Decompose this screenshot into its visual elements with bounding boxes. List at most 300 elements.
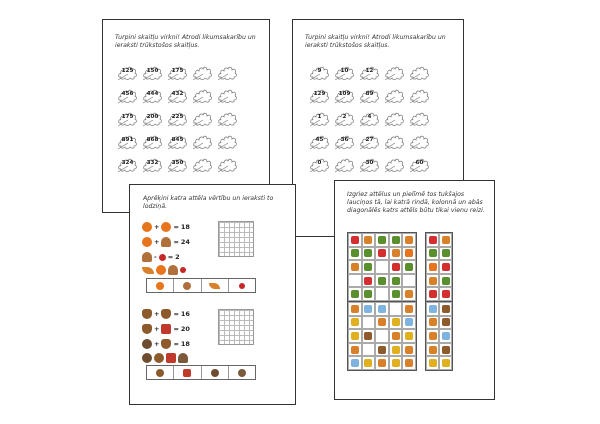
leaf-icon <box>405 305 413 313</box>
equation-row <box>142 222 190 232</box>
grid-cell <box>375 316 389 330</box>
oak-leaf-outline-icon <box>409 134 430 150</box>
leaf-icon <box>405 236 413 244</box>
grid-cell <box>389 343 403 357</box>
sequence-number-leaf <box>359 111 380 127</box>
equation-row <box>142 252 180 262</box>
apple-icon <box>429 290 437 298</box>
pepper-icon <box>429 249 437 257</box>
pepper-icon <box>351 290 359 298</box>
grid-cell <box>348 287 362 301</box>
grid-cell <box>402 343 416 357</box>
sequence-number: 89 <box>365 91 374 97</box>
pinecone-icon <box>142 353 152 363</box>
grid-cell <box>426 287 439 301</box>
boot-icon <box>351 332 359 340</box>
grid-cell <box>362 287 376 301</box>
sequence-number: 0 <box>317 160 322 166</box>
grid-cell <box>375 302 389 316</box>
grid-cell <box>362 329 376 343</box>
empty-answer-leaf[interactable] <box>409 65 430 81</box>
sequence-number: 868 <box>146 137 159 143</box>
empty-grid-cell[interactable] <box>362 343 376 357</box>
leaf-icon <box>351 346 359 354</box>
oak-leaf-outline-icon <box>192 111 213 127</box>
leaf-icon <box>209 283 220 289</box>
empty-answer-leaf[interactable] <box>384 157 405 173</box>
sequence-number-leaf <box>167 134 188 150</box>
worksheet-instruction: Turpini skaitļu virkni! Atrodi likumsakarību un ieraksti trūkstošos skaitļus. <box>305 34 446 49</box>
empty-answer-leaf[interactable] <box>384 88 405 104</box>
empty-answer-leaf[interactable] <box>192 134 213 150</box>
sequence-number-leaf <box>117 65 138 81</box>
boot-icon <box>392 346 400 354</box>
sequence-row <box>117 157 238 173</box>
sequence-number: 27 <box>365 137 374 143</box>
equals-sign: = <box>173 310 179 318</box>
sequence-row <box>117 88 238 104</box>
equation-result: 18 <box>180 223 190 231</box>
sequence-number: 456 <box>121 91 134 97</box>
empty-grid-cell[interactable] <box>375 260 389 274</box>
empty-answer-leaf[interactable] <box>217 134 238 150</box>
oak-leaf-outline-icon <box>217 157 238 173</box>
empty-answer-leaf[interactable] <box>192 88 213 104</box>
apple-icon <box>392 263 400 271</box>
leaf-icon <box>142 267 154 274</box>
apple-icon <box>442 290 450 298</box>
sequence-number: 2 <box>342 114 347 120</box>
sequence-number: 332 <box>146 160 159 166</box>
apple-icon <box>378 249 386 257</box>
apple-icon <box>429 236 437 244</box>
grid-cell <box>402 356 416 370</box>
equation-result: 18 <box>180 340 190 348</box>
sequence-number-leaf <box>309 65 330 81</box>
pepper-icon <box>364 290 372 298</box>
equals-sign: = <box>173 223 179 231</box>
grid-cell <box>362 356 376 370</box>
empty-grid-cell[interactable] <box>375 329 389 343</box>
sequence-number-leaf <box>309 88 330 104</box>
empty-answer-leaf[interactable] <box>217 157 238 173</box>
picture-grid <box>347 301 417 371</box>
sequence-number: 225 <box>171 114 184 120</box>
empty-grid-cell[interactable] <box>375 287 389 301</box>
empty-grid-cell[interactable] <box>362 316 376 330</box>
sequence-number-leaf <box>117 134 138 150</box>
leaf-icon <box>351 263 359 271</box>
empty-answer-leaf[interactable] <box>384 134 405 150</box>
sequence-number: 175 <box>171 68 184 74</box>
pepper-icon <box>364 249 372 257</box>
sequence-row <box>309 65 430 81</box>
empty-grid-cell[interactable] <box>389 302 403 316</box>
grid-cell <box>375 343 389 357</box>
grid-cell <box>402 316 416 330</box>
mushroom-icon <box>161 237 171 247</box>
picture-grid <box>347 232 417 302</box>
grid-cell <box>439 316 452 330</box>
acorn-icon <box>142 309 152 319</box>
sequence-number-leaf <box>117 88 138 104</box>
oak-leaf-outline-icon <box>192 134 213 150</box>
grid-cell <box>402 287 416 301</box>
worksheet-instruction: Izgriez attēlus un pielīmē tos tukšajos lauciņos tā, lai katrā rindā, kolonnā un abās diagonālēs katrs attēls būtu tikai vienu reizi. <box>347 191 485 214</box>
grid-cell <box>439 302 452 316</box>
operator: - <box>154 253 157 261</box>
boot-icon <box>429 359 437 367</box>
acorn-icon <box>142 324 152 334</box>
worksheet-instruction: Aprēķini katra attēla vērtību un ieraksti to lodziņā. <box>143 195 274 210</box>
sequence-number: 444 <box>146 91 159 97</box>
sequence-number-leaf <box>334 134 355 150</box>
sequence-number: 125 <box>121 68 134 74</box>
leaf-icon <box>351 305 359 313</box>
acorn-icon <box>442 305 450 313</box>
sequence-number-leaf <box>309 134 330 150</box>
sequence-number: 109 <box>338 91 351 97</box>
answer-strip <box>146 365 256 380</box>
pepper-icon <box>442 277 450 285</box>
sequence-number-leaf <box>359 88 380 104</box>
sequence-number-leaf <box>142 157 163 173</box>
sequence-row <box>309 134 430 150</box>
pumpkin-icon <box>156 265 166 275</box>
hedgehog-icon <box>178 353 188 363</box>
operator: + <box>154 325 160 333</box>
sequence-number-leaf <box>167 111 188 127</box>
grid-cell <box>402 233 416 247</box>
equation-result: 2 <box>175 253 180 261</box>
mushroom-icon <box>142 252 152 262</box>
sequence-number-leaf <box>334 88 355 104</box>
grid-cell <box>348 329 362 343</box>
sequence-number: 1 <box>317 114 322 120</box>
grid-cell <box>362 233 376 247</box>
grid-cell <box>439 233 452 247</box>
equation-row <box>142 237 190 247</box>
leaf-icon <box>429 346 437 354</box>
sequence-number: 30 <box>365 160 374 166</box>
grid-cell <box>426 260 439 274</box>
answer-strip <box>146 278 256 293</box>
grid-cell <box>402 260 416 274</box>
leaf-icon <box>405 346 413 354</box>
equation-row <box>142 265 186 275</box>
equals-sign: = <box>167 253 174 261</box>
leaf-icon <box>429 332 437 340</box>
leaf-icon <box>429 318 437 326</box>
pumpkin-icon <box>142 237 152 247</box>
umbrella-icon <box>405 318 413 326</box>
operator: + <box>154 340 160 348</box>
sequence-number: 432 <box>171 91 184 97</box>
boot-icon <box>442 359 450 367</box>
grid-cell <box>402 302 416 316</box>
grid-cell <box>348 302 362 316</box>
leaf-icon <box>392 332 400 340</box>
grid-cell <box>362 260 376 274</box>
sequence-row <box>117 111 238 127</box>
equation-row <box>142 339 190 349</box>
sequence-number-leaf <box>142 111 163 127</box>
sequence-number-leaf <box>334 111 355 127</box>
equation-result: 16 <box>180 310 190 318</box>
sequence-number-leaf <box>142 88 163 104</box>
grid-cell <box>439 329 452 343</box>
sequence-number-leaf <box>309 157 330 173</box>
oak-leaf-outline-icon <box>217 65 238 81</box>
equation-result: 20 <box>180 325 190 333</box>
sequence-number: 10 <box>340 68 349 74</box>
grid-cell <box>439 356 452 370</box>
oak-leaf-outline-icon <box>334 157 355 173</box>
empty-answer-leaf[interactable] <box>409 111 430 127</box>
pepper-icon <box>364 263 372 271</box>
umbrella-icon <box>378 305 386 313</box>
worksheet-picture-equations <box>129 184 296 405</box>
sequence-number: 12 <box>365 68 374 74</box>
oak-leaf-outline-icon <box>409 65 430 81</box>
maple-leaf-icon <box>166 353 176 363</box>
oak-leaf-outline-icon <box>384 65 405 81</box>
boot-icon <box>392 318 400 326</box>
sequence-number: 891 <box>121 137 134 143</box>
sequence-number-leaf <box>117 157 138 173</box>
grid-cell <box>426 343 439 357</box>
grid-cell <box>389 316 403 330</box>
oak-leaf-outline-icon <box>384 88 405 104</box>
grid-cell <box>375 356 389 370</box>
grid-cell <box>389 329 403 343</box>
grid-cell <box>426 316 439 330</box>
leaf-icon <box>405 359 413 367</box>
mushroom-icon <box>168 265 178 275</box>
maple-leaf-icon <box>183 369 191 377</box>
mushroom-icon <box>183 282 191 290</box>
pumpkin-icon <box>161 222 171 232</box>
sequence-number: 175 <box>121 114 134 120</box>
oak-leaf-outline-icon <box>192 65 213 81</box>
sequence-number-leaf <box>359 65 380 81</box>
grid-cell <box>402 329 416 343</box>
grid-cell <box>348 260 362 274</box>
pepper-icon <box>392 236 400 244</box>
berry-icon <box>180 267 186 273</box>
boot-icon <box>392 359 400 367</box>
empty-answer-leaf[interactable] <box>192 111 213 127</box>
oak-leaf-outline-icon <box>384 134 405 150</box>
pepper-icon <box>442 249 450 257</box>
oak-leaf-outline-icon <box>384 157 405 173</box>
hedgehog-icon <box>238 369 246 377</box>
grid-cell <box>426 329 439 343</box>
grid-cell <box>389 233 403 247</box>
boot-icon <box>364 359 372 367</box>
acorn-icon <box>364 332 372 340</box>
sequence-number-leaf <box>142 65 163 81</box>
sequence-number-leaf <box>167 88 188 104</box>
grid-cell <box>348 343 362 357</box>
oak-leaf-outline-icon <box>217 88 238 104</box>
sequence-row <box>117 134 238 150</box>
grid-cell <box>426 274 439 288</box>
leaf-icon <box>364 236 372 244</box>
apple-icon <box>364 277 372 285</box>
sequence-number: 4 <box>367 114 372 120</box>
empty-grid-cell[interactable] <box>348 274 362 288</box>
leaf-icon <box>378 318 386 326</box>
acorn-icon <box>442 318 450 326</box>
grid-cell <box>348 316 362 330</box>
acorn-icon <box>154 353 164 363</box>
pinecone-icon <box>211 369 219 377</box>
grid-cell <box>362 302 376 316</box>
acorn-icon <box>156 369 164 377</box>
pumpkin-icon <box>142 222 152 232</box>
acorn-icon <box>442 346 450 354</box>
grid-cell <box>389 260 403 274</box>
grid-cell <box>439 260 452 274</box>
pepper-icon <box>378 277 386 285</box>
sequence-number: 9 <box>317 68 322 74</box>
oak-leaf-outline-icon <box>217 111 238 127</box>
boot-icon <box>351 318 359 326</box>
leaf-icon <box>429 277 437 285</box>
equation-row <box>142 309 190 319</box>
answer-grid <box>218 221 254 257</box>
equals-sign: = <box>173 325 179 333</box>
grid-cell <box>362 274 376 288</box>
leaf-icon <box>392 249 400 257</box>
grid-cell <box>439 274 452 288</box>
sequence-row <box>309 88 430 104</box>
sequence-row <box>117 65 238 81</box>
sequence-row <box>309 157 430 173</box>
acorn-icon <box>378 346 386 354</box>
grid-cell <box>375 233 389 247</box>
worksheet-picture-sudoku <box>334 180 495 400</box>
acorn-icon <box>161 309 171 319</box>
empty-answer-leaf[interactable] <box>192 157 213 173</box>
sequence-number-leaf <box>409 157 430 173</box>
grid-cell <box>375 274 389 288</box>
berry-icon <box>239 283 245 289</box>
sequence-number-leaf <box>359 157 380 173</box>
empty-answer-leaf[interactable] <box>384 111 405 127</box>
operator: + <box>154 238 160 246</box>
oak-leaf-outline-icon <box>192 157 213 173</box>
empty-answer-leaf[interactable] <box>409 88 430 104</box>
operator: + <box>154 310 160 318</box>
leaf-icon <box>442 236 450 244</box>
oak-leaf-outline-icon <box>192 88 213 104</box>
acorn-icon <box>161 339 171 349</box>
pepper-icon <box>392 277 400 285</box>
pinecone-icon <box>142 339 152 349</box>
sequence-number: 36 <box>340 137 349 143</box>
empty-answer-leaf[interactable] <box>217 65 238 81</box>
grid-cell <box>348 247 362 261</box>
grid-cell <box>348 233 362 247</box>
grid-cell <box>426 302 439 316</box>
empty-answer-leaf[interactable] <box>192 65 213 81</box>
grid-cell <box>439 247 452 261</box>
grid-cell <box>389 274 403 288</box>
apple-icon <box>442 263 450 271</box>
grid-cell <box>362 247 376 261</box>
leaf-icon <box>378 359 386 367</box>
pepper-icon <box>351 249 359 257</box>
sequence-number-leaf <box>117 111 138 127</box>
grid-cell <box>389 287 403 301</box>
umbrella-icon <box>351 359 359 367</box>
sequence-number: 45 <box>315 137 324 143</box>
grid-cell <box>402 247 416 261</box>
sequence-number-leaf <box>142 134 163 150</box>
cutout-column <box>425 232 453 302</box>
empty-grid-cell[interactable] <box>402 274 416 288</box>
grid-cell <box>426 247 439 261</box>
grid-cell <box>426 356 439 370</box>
leaf-icon <box>405 290 413 298</box>
empty-answer-leaf[interactable] <box>409 134 430 150</box>
equals-sign: = <box>173 340 179 348</box>
sequence-number: 60 <box>415 160 424 166</box>
equals-sign: = <box>173 238 179 246</box>
sequence-number-leaf <box>309 111 330 127</box>
grid-cell <box>375 247 389 261</box>
empty-answer-leaf[interactable] <box>334 157 355 173</box>
sequence-number-leaf <box>167 157 188 173</box>
oak-leaf-outline-icon <box>384 111 405 127</box>
pumpkin-icon <box>156 282 164 290</box>
sequence-number-leaf <box>334 65 355 81</box>
umbrella-icon <box>442 332 450 340</box>
apple-icon <box>351 236 359 244</box>
sequence-row <box>309 111 430 127</box>
oak-leaf-outline-icon <box>409 111 430 127</box>
berry-icon <box>159 254 166 261</box>
cutout-column <box>425 301 453 371</box>
grid-cell <box>348 356 362 370</box>
grid-cell <box>439 343 452 357</box>
pumpkin-icon <box>429 263 437 271</box>
sequence-number: 350 <box>171 160 184 166</box>
operator: + <box>154 223 160 231</box>
sequence-number-leaf <box>359 134 380 150</box>
pumpkin-icon <box>405 249 413 257</box>
pepper-icon <box>405 263 413 271</box>
sequence-number: 200 <box>146 114 159 120</box>
equation-result: 24 <box>180 238 190 246</box>
boot-icon <box>405 332 413 340</box>
pepper-icon <box>378 236 386 244</box>
sequence-number: 129 <box>313 91 326 97</box>
empty-answer-leaf[interactable] <box>217 88 238 104</box>
empty-answer-leaf[interactable] <box>384 65 405 81</box>
answer-grid <box>218 309 254 345</box>
grid-cell <box>439 287 452 301</box>
umbrella-icon <box>364 305 372 313</box>
maple-leaf-icon <box>161 324 171 334</box>
empty-answer-leaf[interactable] <box>217 111 238 127</box>
pepper-icon <box>392 290 400 298</box>
sequence-number: 324 <box>121 160 134 166</box>
grid-cell <box>389 356 403 370</box>
sequence-number-leaf <box>167 65 188 81</box>
